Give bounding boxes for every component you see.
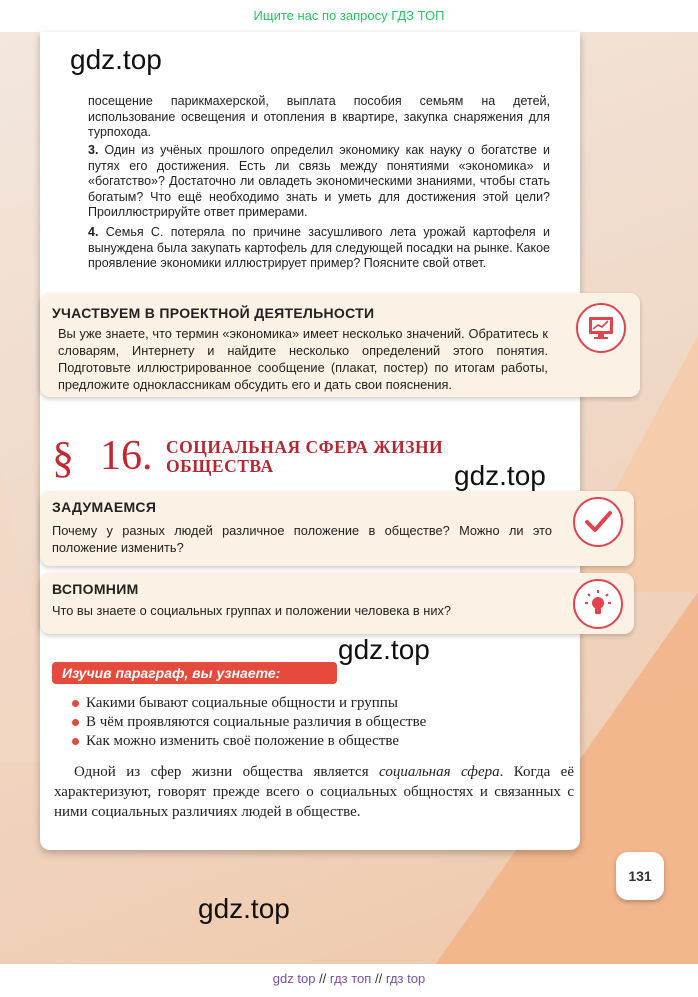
footer-links: [0, 964, 698, 997]
top-banner[interactable]: Ищите нас по запросу ГДЗ ТОП: [253, 8, 445, 23]
list-item: [72, 732, 426, 751]
footer-link[interactable]: гдз top: [385, 971, 426, 986]
intro-text: . Когда её характеризуют, говорят прежде всего о социальных общностях и связанных с ними социальных различиях людей в обществе.: [54, 764, 574, 820]
footer-link[interactable]: гдз топ: [329, 971, 372, 986]
intro-paragraph: [54, 762, 574, 822]
question-number: 3.: [88, 143, 99, 157]
paragraph-number: 16.: [100, 433, 153, 479]
bullet-dot: [72, 700, 79, 707]
learn-badge: Изучив параграф, вы узнаете:: [52, 662, 337, 684]
question-text: Один из учёных прошлого определил экономику как науку о богатстве и путях его достижения. Есть ли связь между понятиями «экономика» и «богатство»? Достаточно ли овладеть экономическими знаниями, чтобы стать богатым? Что ещё необходимо знать и уметь для достижения этой цели? Проиллюстрируйте ответ примерами.: [88, 143, 551, 219]
question-4: [88, 225, 550, 272]
list-item-text: В чём проявляются социальные различия в обществе: [86, 714, 427, 730]
box-text: Вы уже знаете, что термин «экономика» имеет несколько значений. Обратитесь к словарям, Интернету и найдите несколько определений этого понятия. Подготовьте иллюстрированное сообщение (плакат, постер) по итогам работы, предложите одноклассникам обсудить его и дать свои пояснения.: [58, 326, 548, 392]
project-activity-box: [40, 293, 640, 397]
watermark: gdz.top: [454, 460, 546, 491]
learn-list: [72, 694, 426, 751]
watermark: gdz.top: [70, 44, 162, 75]
page-number: 131: [616, 852, 664, 900]
footer-separator: //: [319, 971, 327, 986]
intro-text: Одной из сфер жизни общества является: [74, 764, 380, 780]
footer-separator: //: [374, 971, 383, 986]
lightbulb-icon: [573, 579, 623, 629]
watermark: gdz.top: [338, 634, 430, 665]
think-box: [40, 491, 634, 566]
paragraph-title: [166, 438, 443, 476]
bullet-dot: [72, 719, 79, 726]
box-text: Что вы знаете о социальных группах и положении человека в них?: [52, 603, 451, 618]
question-text: Семья С. потеряла по причине засушливого лета урожай картофеля и вынуждена была закупать картофель для следующей посадки на рынке. Какое проявление экономики иллюстрирует пример? Поясните свой ответ.: [88, 225, 550, 270]
list-item-text: Как можно изменить своё положение в обществе: [86, 733, 400, 749]
question-2-tail: посещение парикмахерской, выплата пособия семьям на детей, использование освещения и отопления в квартире, закупка снаряжения для турпохода.: [88, 94, 550, 139]
list-item-text: Какими бывают социальные общности и группы: [86, 695, 398, 711]
bullet-dot: [72, 738, 79, 745]
intro-term: социальная сфера: [379, 764, 500, 780]
computer-monitor-icon: [576, 303, 626, 353]
paragraph-title-line: СОЦИАЛЬНАЯ СФЕРА ЖИЗНИ: [166, 437, 444, 457]
box-title: ЗАДУМАЕМСЯ: [52, 499, 157, 515]
question-number: 4.: [88, 225, 99, 239]
box-title: ВСПОМНИМ: [52, 581, 139, 597]
recall-box: [40, 573, 634, 634]
paragraph-sign: §: [52, 433, 74, 482]
checkmark-icon: [573, 497, 623, 547]
list-item: [72, 713, 426, 732]
box-title: УЧАСТВУЕМ В ПРОЕКТНОЙ ДЕЯТЕЛЬНОСТИ: [52, 305, 375, 321]
list-item: [72, 694, 426, 713]
footer-link[interactable]: gdz top: [272, 971, 316, 986]
watermark: gdz.top: [198, 893, 290, 924]
paragraph-title-line: ОБЩЕСТВА: [166, 456, 274, 476]
question-3: [88, 143, 550, 221]
box-text: Почему у разных людей различное положение в обществе? Можно ли это положение изменить?: [52, 523, 552, 555]
